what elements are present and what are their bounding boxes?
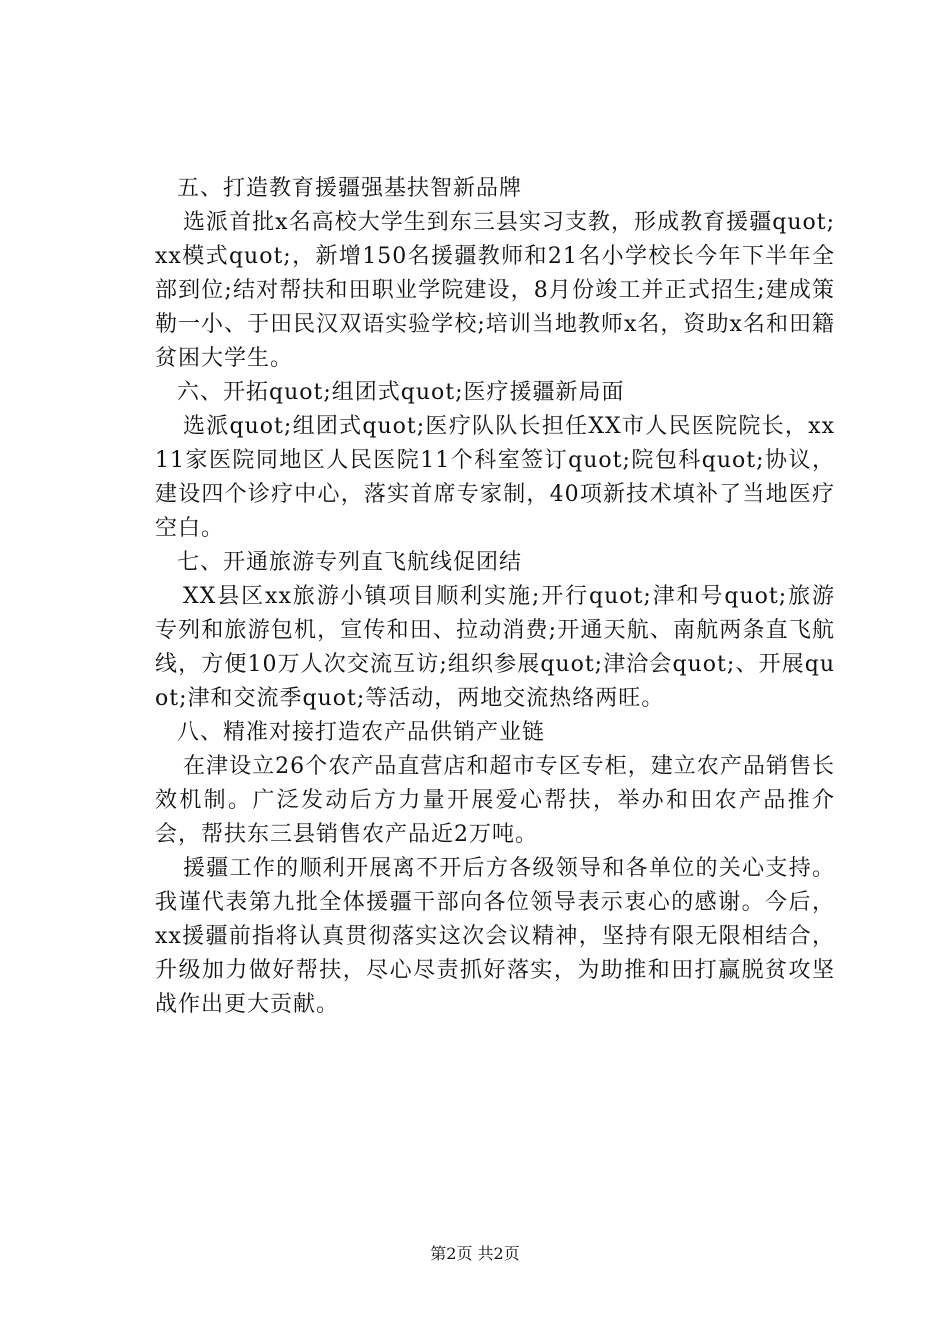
section-paragraph: 选派首批x名高校大学生到东三县实习支教，形成教育援疆quot;xx模式quot;，新增150名援疆教师和21名小学校长今年下半年全部到位;结对帮扶和田职业学院建设，8月份竣工并正式招生;建成策勒一小、于田民汉双语实验学校;培训当地教师x名，资助x名和田籍贫困大学生。 — [155, 210, 835, 371]
section-paragraph: 在津设立26个农产品直营店和超市专区专柜，建立农产品销售长效机制。广泛发动后方力量开展爱心帮扶，举办和田农产品推介会，帮扶东三县销售农产品近2万吨。 — [155, 754, 835, 847]
document-body — [155, 172, 835, 1022]
section-medical — [155, 376, 835, 546]
section-agriculture — [155, 716, 835, 1022]
section-heading: 八、精准对接打造农产品供销产业链 — [177, 720, 546, 745]
section-paragraph: 选派quot;组团式quot;医疗队队长担任XX市人民医院院长，xx11家医院同地区人民医院11个科室签订quot;院包科quot;协议，建设四个诊疗中心，落实首席专家制，40项新技术填补了当地医疗空白。 — [155, 414, 835, 541]
page-number-footer: 第2页 共2页 — [430, 1244, 520, 1263]
section-heading: 六、开拓quot;组团式quot;医疗援疆新局面 — [177, 380, 625, 405]
section-heading: 七、开通旅游专列直飞航线促团结 — [177, 550, 523, 575]
closing-paragraph: 援疆工作的顺利开展离不开后方各级领导和各单位的关心支持。我谨代表第九批全体援疆干部向各位领导表示衷心的感谢。今后，xx援疆前指将认真贯彻落实这次会议精神，坚持有限无限相结合，升级加力做好帮扶，尽心尽责抓好落实，为助推和田打赢脱贫攻坚战作出更大贡献。 — [155, 856, 835, 1017]
section-paragraph: XX县区xx旅游小镇项目顺利实施;开行quot;津和号quot;旅游专列和旅游包机，宣传和田、拉动消费;开通天航、南航两条直飞航线，方便10万人次交流互访;组织参展quot;津洽会quot;、开展quot;津和交流季quot;等活动，两地交流热络两旺。 — [155, 584, 835, 711]
section-heading: 五、打造教育援疆强基扶智新品牌 — [177, 176, 523, 201]
section-tourism — [155, 546, 835, 716]
section-education — [155, 172, 835, 376]
